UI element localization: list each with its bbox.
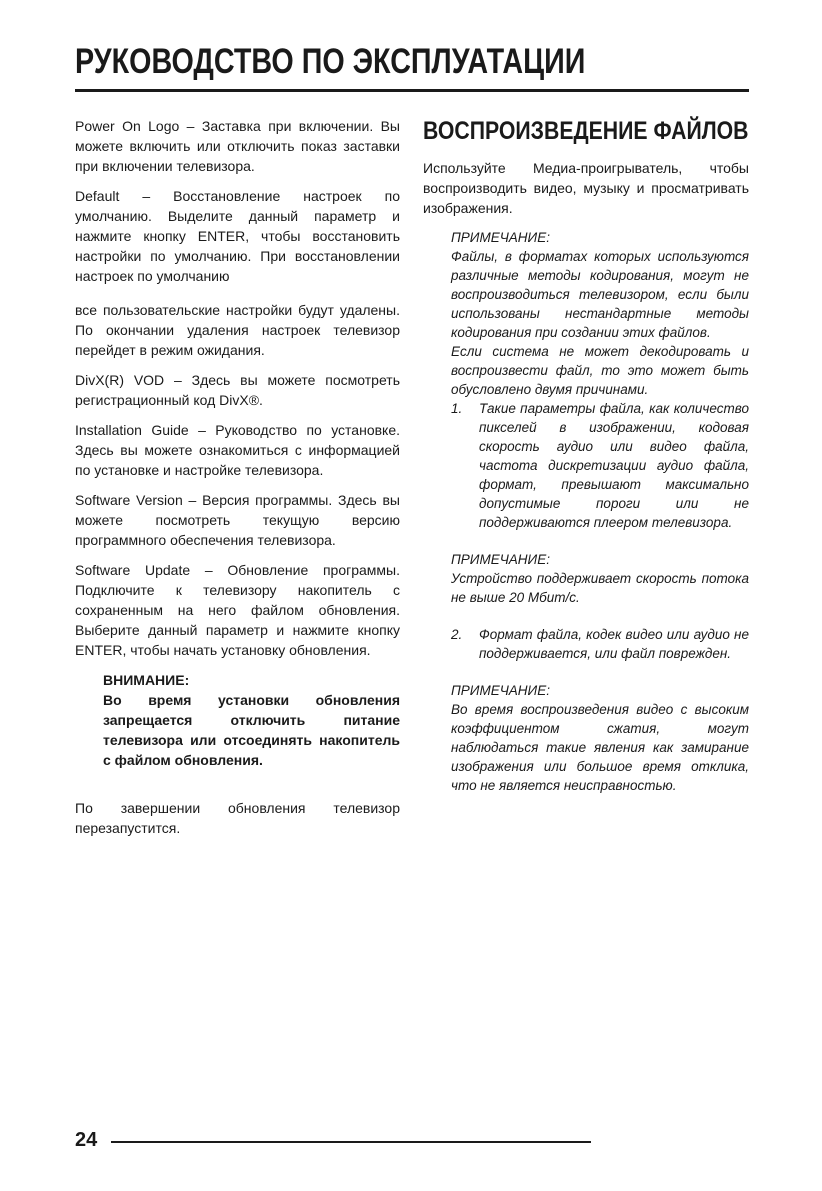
list-item-number: 1. bbox=[451, 401, 463, 416]
paragraph-installation-guide: Installation Guide – Руководство по установке. Здесь вы можете ознакомиться с информацией по установке и настройке телевизора. bbox=[75, 422, 400, 478]
note-title: ПРИМЕЧАНИЕ: bbox=[451, 683, 550, 698]
left-column bbox=[75, 116, 400, 848]
warning-title: ВНИМАНИЕ: bbox=[103, 672, 190, 688]
note-block-3 bbox=[451, 681, 749, 795]
paragraph-software-update: Software Update – Обновление программы. Подключите к телевизору накопитель с сохраненным на него файлом обновления. Выберите данный параметр и нажмите кнопку ENTER, чтобы начать установку обновления. bbox=[75, 562, 400, 658]
note-title: ПРИМЕЧАНИЕ: bbox=[451, 552, 550, 567]
note-text: Файлы, в форматах которых используются различные методы кодирования, могут не воспроизводиться телевизором, если были использованы нестандартные методы кодирования при создании этих файлов. bbox=[451, 249, 749, 340]
paragraph-default-continued: все пользовательские настройки будут удалены. По окончании удаления настроек телевизор перейдет в режим ожидания. bbox=[75, 302, 400, 358]
note-block-1 bbox=[451, 228, 749, 532]
page-title: РУКОВОДСТВО ПО ЭКСПЛУАТАЦИИ bbox=[75, 42, 586, 81]
page-number: 24 bbox=[75, 1129, 98, 1151]
list-block-2 bbox=[451, 625, 749, 663]
paragraph-software-version: Software Version – Версия программы. Здесь вы можете посмотреть текущую версию программного обеспечения телевизора. bbox=[75, 492, 400, 548]
paragraph-intro: Используйте Медиа-проигрыватель, чтобы воспроизводить видео, музыку и просматривать изображения. bbox=[423, 160, 749, 216]
paragraph-update-restart: По завершении обновления телевизор перезапустится. bbox=[75, 800, 400, 836]
paragraph-divx-vod: DivX(R) VOD – Здесь вы можете посмотреть регистрационный код DivX®. bbox=[75, 372, 400, 408]
list-item-number: 2. bbox=[451, 627, 463, 642]
right-column bbox=[423, 116, 749, 813]
list-item-2 bbox=[451, 625, 749, 663]
note-text: Если система не может декодировать и воспроизвести файл, то это может быть обусловлено двумя причинами. bbox=[451, 344, 749, 397]
title-divider bbox=[75, 89, 749, 92]
list-item-text: Такие параметры файла, как количество пикселей в изображении, кодовая скорость аудио или видео файла, частота дискретизации аудио файла, формат, превышают максимально допустимые пороги или не поддерживаются плеером телевизора. bbox=[479, 401, 749, 530]
warning-text: Во время установки обновления запрещается отключить питание телевизора или отсоединять накопитель с файлом обновления. bbox=[103, 692, 400, 768]
section-title: ВОСПРОИЗВЕДЕНИЕ ФАЙЛОВ bbox=[423, 117, 749, 145]
paragraph-default: Default – Восстановление настроек по умолчанию. Выделите данный параметр и нажмите кнопку ENTER, чтобы восстановить настройки по умолчанию. При восстановлении настроек по умолчанию bbox=[75, 188, 400, 284]
paragraph-power-on-logo: Power On Logo – Заставка при включении. Вы можете включить или отключить показ заставки при включении телевизора. bbox=[75, 118, 400, 174]
footer-divider bbox=[111, 1141, 591, 1143]
note-block-2 bbox=[451, 550, 749, 607]
note-text: Устройство поддерживает скорость потока не выше 20 Мбит/с. bbox=[451, 571, 749, 605]
note-text: Во время воспроизведения видео с высоким коэффициентом сжатия, могут наблюдаться такие явления как замирание изображения или большое время отклика, что не является неисправностью. bbox=[451, 702, 749, 793]
list-item-1 bbox=[451, 399, 749, 532]
note-title: ПРИМЕЧАНИЕ: bbox=[451, 230, 550, 245]
list-item-text: Формат файла, кодек видео или аудио не поддерживается, или файл поврежден. bbox=[479, 627, 749, 661]
warning-block bbox=[103, 670, 400, 770]
